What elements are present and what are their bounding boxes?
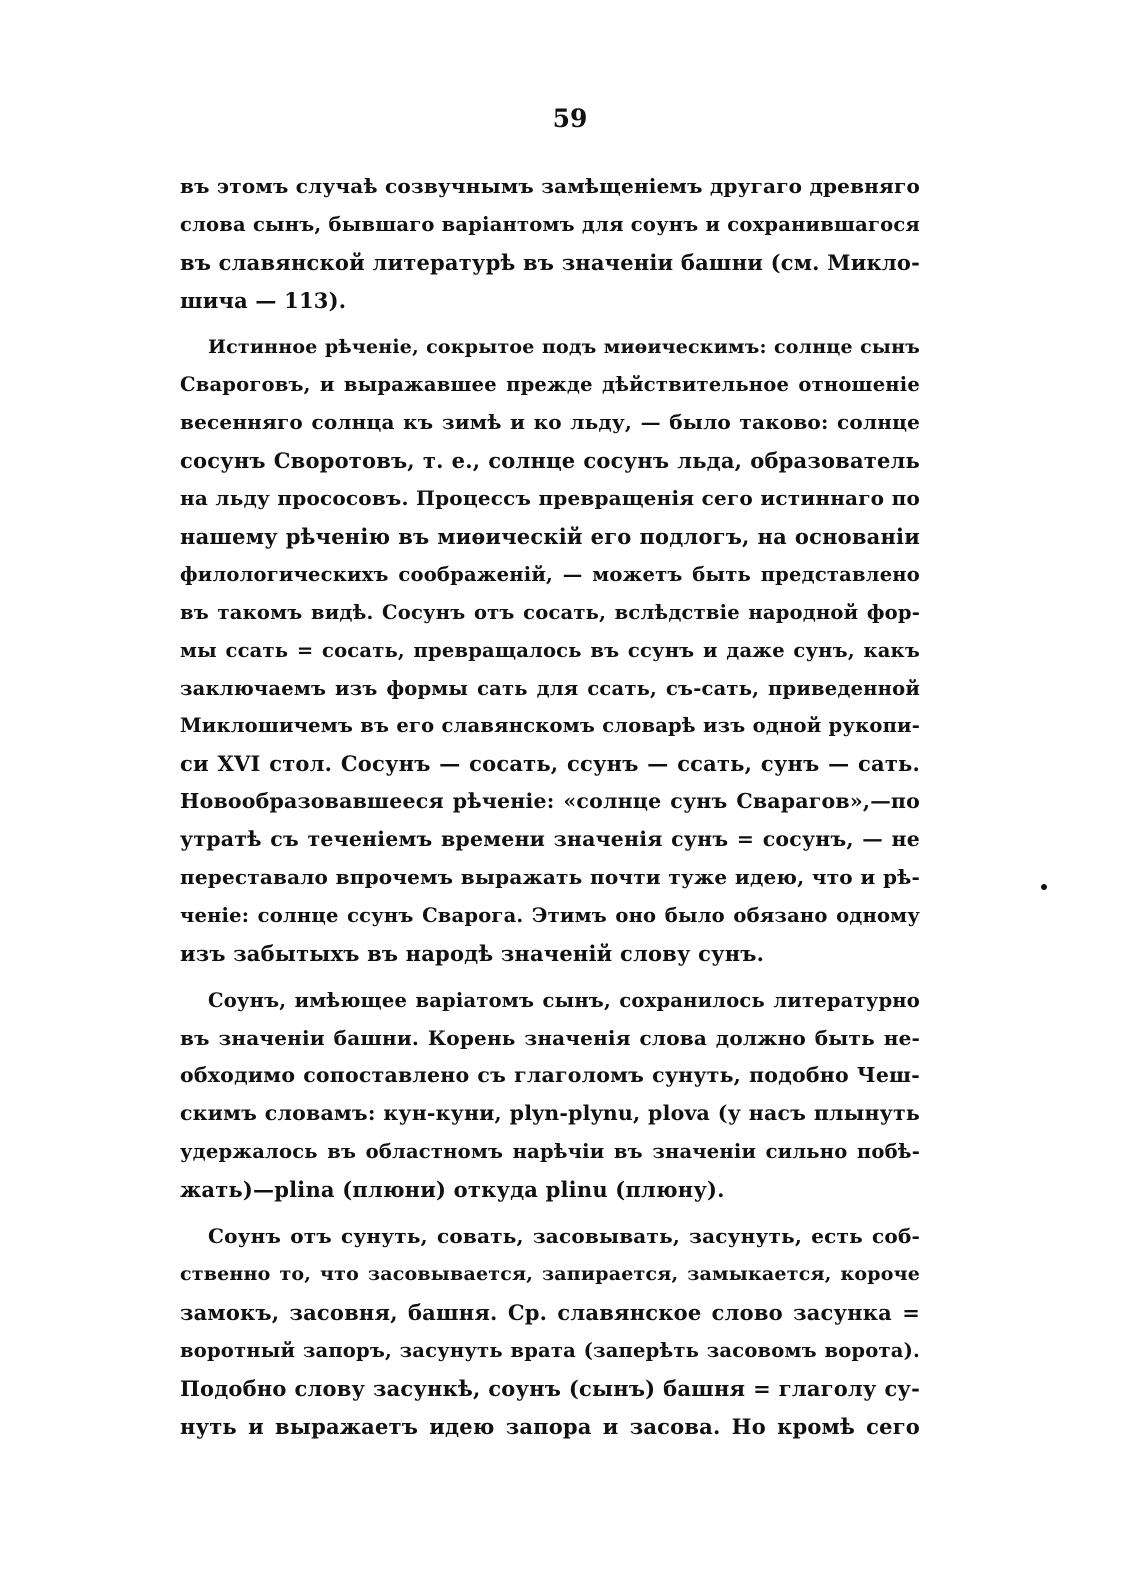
text-line: сосунъ Своротовъ, т. е., солнце сосунъ льда, образователь <box>180 448 920 474</box>
paragraph <box>180 168 920 320</box>
text-line: Истинное рѣченіе, сокрытое подъ миѳическимъ: солнце сынъ <box>208 335 920 358</box>
text-line: нашему рѣченію въ миѳическій его подлогъ, на основаніи <box>180 524 920 550</box>
page-number: 59 <box>552 104 588 133</box>
text-line: жать)—plina (плюни) откуда plinu (плюну). <box>180 1177 725 1203</box>
text-line: скимъ словамъ: кун-куни, plyn-plynu, plova (у насъ плынуть <box>180 1101 920 1126</box>
text-line: замокъ, засовня, башня. Ср. славянское слово засунка = <box>180 1299 920 1325</box>
text-line: заключаемъ изъ формы сать для ссать, съ-сать, приведенной <box>180 676 920 700</box>
text-line: на льду прососовъ. Процессъ превращенія сего истиннаго по <box>180 486 920 511</box>
text-line: обходимо сопоставлено съ глаголомъ сунуть, подобно Чеш- <box>180 1063 920 1088</box>
text-line: переставало впрочемъ выражать почти туже идею, что и рѣ- <box>180 865 920 890</box>
text-line: въ этомъ случаѣ созвучнымъ замѣщеніемъ другаго древняго <box>180 174 920 198</box>
text-line: шича — 113). <box>180 287 347 313</box>
text-line: Миклошичемъ въ его славянскомъ словарѣ изъ одной рукопи- <box>180 714 920 738</box>
text-line: нуть и выражаетъ идею запора и засова. Но кромѣ сего <box>180 1413 920 1439</box>
text-line: Соунъ отъ сунуть, совать, засовывать, засунуть, есть соб- <box>208 1224 920 1249</box>
text-line: въ значеніи башни. Корень значенія слова должно быть не- <box>180 1025 920 1050</box>
text-line: слова сынъ, бывшаго варіантомъ для соунъ и сохранившагося <box>180 212 920 236</box>
text-line: мы ссать = сосать, превращалось въ ссунъ и даже сунъ, какъ <box>180 638 920 662</box>
text-line: Соунъ, имѣющее варіатомъ сынъ, сохранилось литературно <box>208 988 920 1012</box>
text-line: филологическихъ соображеній, — можетъ быть представлено <box>180 562 920 586</box>
paragraph <box>180 982 920 1209</box>
text-line: въ такомъ видѣ. Сосунъ отъ сосать, вслѣдствіе народной фор- <box>180 600 920 624</box>
text-line: удержалось въ областномъ нарѣчіи въ значеніи сильно побѣ- <box>180 1140 920 1164</box>
text-line: весенняго солнца къ зимѣ и ко льду, — было таково: солнце <box>180 410 920 435</box>
paragraph <box>180 1218 920 1445</box>
text-line: ственно то, что засовывается, запирается, замыкается, короче <box>180 1262 920 1285</box>
text-line: ченіе: солнце ссунъ Сварога. Этимъ оно было обязано одному <box>180 903 920 927</box>
paragraph <box>180 329 920 973</box>
text-line: Новообразовавшееся рѣченіе: «солнце сунъ Сварагов»,—по <box>180 789 920 814</box>
text-line: воротный запоръ, засунуть врата (заперѣть засовомъ ворота). <box>180 1338 920 1362</box>
body-text <box>180 168 920 1445</box>
ink-dot-mark <box>1041 884 1047 890</box>
text-line: Свароговъ, и выражавшее прежде дѣйствительное отношеніе <box>180 373 920 397</box>
text-line: Подобно слову засункѣ, соунъ (сынъ) башня = глаголу су- <box>180 1375 920 1401</box>
text-line: въ славянской литературѣ въ значеніи башни (см. Микло- <box>180 249 920 275</box>
text-line: изъ забытыхъ въ народѣ значеній слову сунъ. <box>180 940 765 966</box>
text-line: си XVI стол. Сосунъ — сосать, ссунъ — ссать, сунъ — сать. <box>180 751 920 777</box>
text-line: утратѣ съ теченіемъ времени значенія сунъ = сосунъ, — не <box>180 827 920 852</box>
